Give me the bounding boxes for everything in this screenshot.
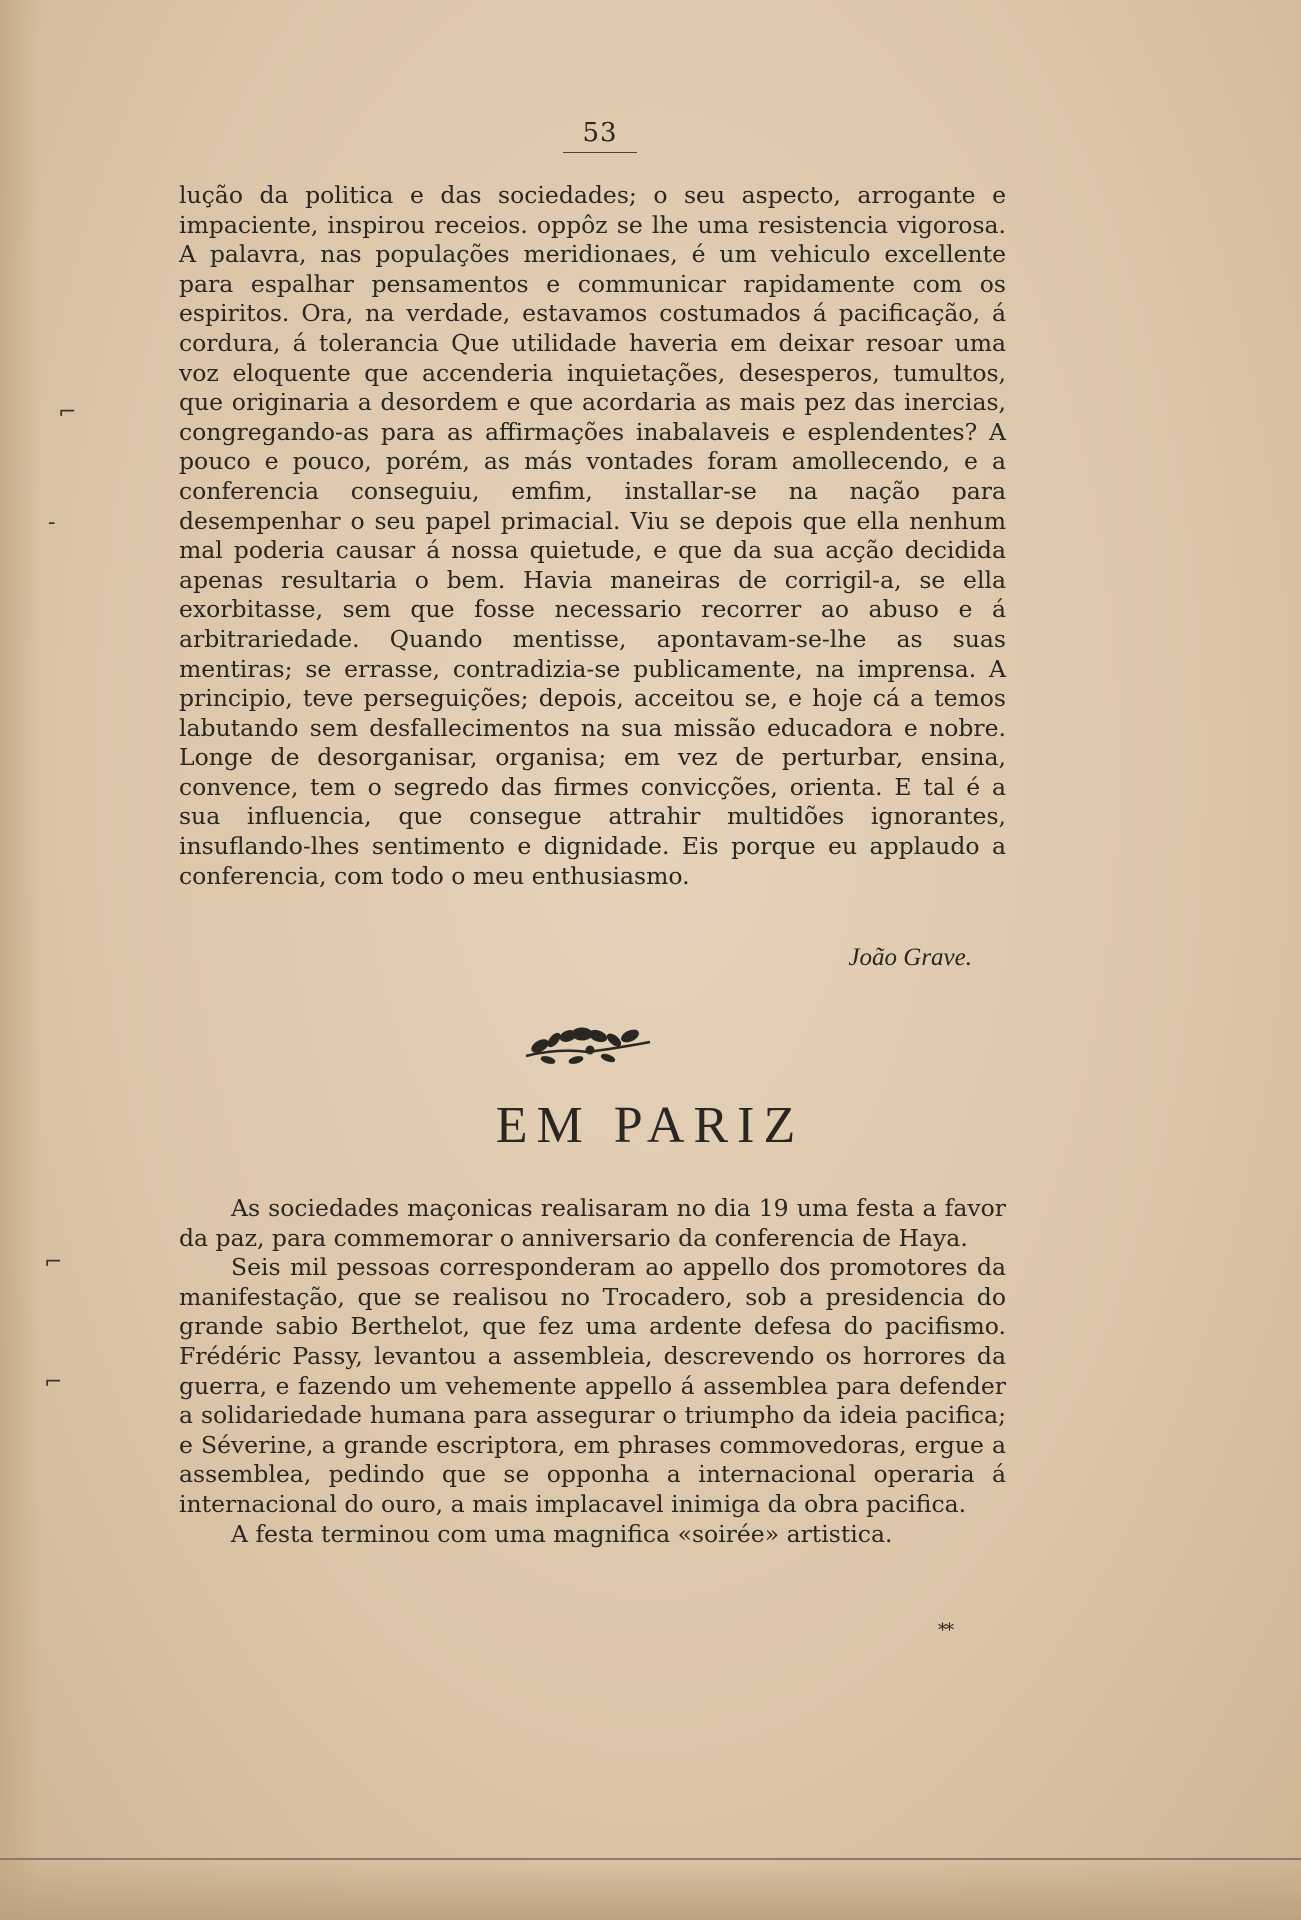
page-number: 53	[582, 118, 618, 148]
page-left-edge-shadow	[0, 0, 40, 1920]
page-header	[560, 118, 640, 153]
article-paragraph: Seis mil pessoas corresponderam ao appello dos promotores da manifestação, que se realisou no Trocadero, sob a presidencia do grande sabio Berthelot, que fez uma ardente defesa do pacifismo. Frédéric Passy, levantou a assembleia, descrevendo os horrores da guerra, e fazendo um vehemente appello á assemblea para defender a solidariedade humana para assegurar o triumpho da ideia pacifica; e Séverine, a grande escriptora, em phrases commovedoras, ergue a assemblea, pedindo que se opponha a internacional operaria á internacional do ouro, a mais implacavel inimiga da obra pacifica.	[179, 1253, 1006, 1518]
page-number-rule	[563, 152, 637, 153]
article-body-2	[179, 1194, 1006, 1549]
margin-mark: ⌐	[58, 400, 77, 425]
author-signature: João Grave.	[848, 944, 972, 971]
margin-mark: ⌐	[44, 1250, 63, 1275]
section-title: EM PARIZ	[495, 1097, 805, 1154]
article-paragraph: lução da politica e das sociedades; o seu aspecto, arrogante e impaciente, inspirou receios. oppôz se lhe uma resistencia vigorosa. A palavra, nas populações meridionaes, é um vehiculo excellente para espalhar pensamentos e communicar rapidamente com os espiritos. Ora, na verdade, estavamos costumados á pacificação, á cordura, á tolerancia Que utilidade haveria em deixar resoar uma voz eloquente que accenderia inquietações, desesperos, tumultos, que originaria a desordem e que acordaria as mais pez das inercias, congregando-as para as affirmações inabalaveis e esplendentes? A pouco e pouco, porém, as más vontades foram amollecendo, e a conferencia conseguiu, emfim, installar-se na nação para desempenhar o seu papel primacial. Viu se depois que ella nenhum mal poderia causar á nossa quietude, e que da sua acção decidida apenas resultaria o bem. Havia maneiras de corrigil-a, se ella exorbitasse, sem que fosse necessario recorrer ao abuso e á arbitrariedade. Quando mentisse, apontavam-se-lhe as suas mentiras; se errasse, contradizia-se publicamente, na imprensa. A principio, teve perseguições; depois, acceitou se, e hoje cá a temos labutando sem desfallecimentos na sua missão educadora e nobre. Longe de desorganisar, organisa; em vez de perturbar, ensina, convence, tem o segredo das firmes convicções, orienta. E tal é a sua influencia, que consegue attrahir multidões ignorantes, insuflando-lhes sentimento e dignidade. Eis porque eu applaudo a conferencia, com todo o meu enthusiasmo.	[179, 181, 1006, 890]
floral-ornament-icon	[518, 1022, 658, 1070]
article-paragraph: As sociedades maçonicas realisaram no dia 19 uma festa a favor da paz, para commemorar o anniversario da conferencia de Haya.	[179, 1194, 1006, 1252]
closing-asterisks: **	[938, 1620, 952, 1641]
margin-mark: ⌐	[44, 1370, 63, 1395]
article-paragraph: A festa terminou com uma magnifica «soirée» artistica.	[231, 1519, 893, 1548]
page-bottom-edge	[0, 1858, 1301, 1920]
margin-mark: ‐	[48, 510, 56, 535]
article-body	[179, 181, 1006, 891]
